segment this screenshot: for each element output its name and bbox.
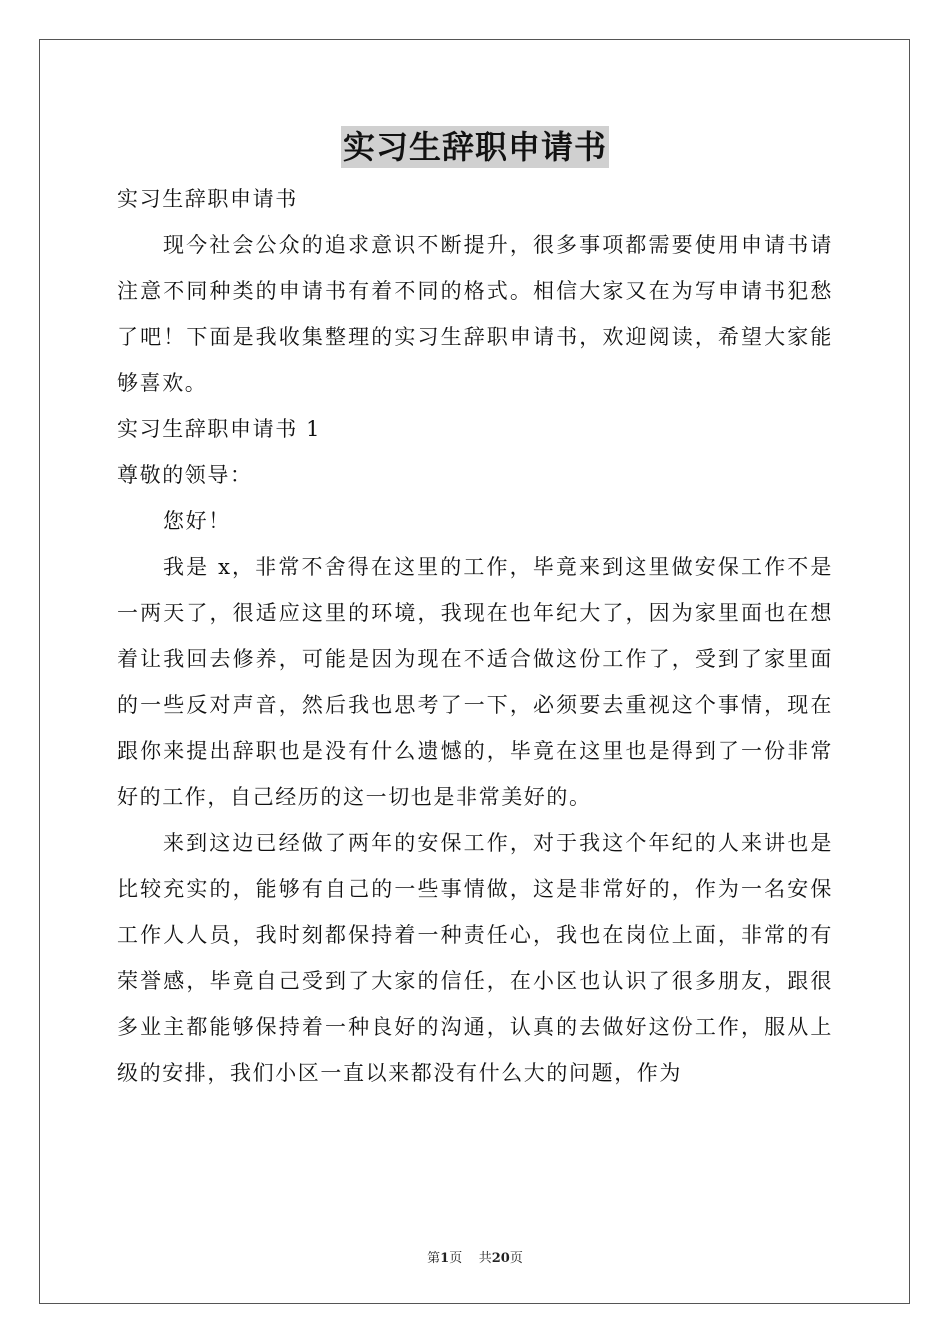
title-wrap [0, 126, 950, 168]
paragraph: 实习生辞职申请书 1 [117, 417, 322, 441]
document-body [117, 176, 833, 1096]
total-pages: 20 [491, 1251, 510, 1266]
document-title: 实习生辞职申请书 [342, 128, 607, 166]
paragraph: 我是 x，非常不舍得在这里的工作，毕竟来到这里做安保工作不是一两天了，很适应这里的环境，我现在也年纪大了，因为家里面也在想着让我回去修养，可能是因为现在不适合做这份工作了，受到了家里面的一些反对声音，然后我也思考了一下，必须要去重视这个事情，现在跟你来提出辞职也是没有什么遗憾的，毕竟在这里也是得到了一份非常好的工作，自己经历的这一切也是非常美好的。 [117, 555, 833, 809]
total-prefix: 共 [478, 1251, 492, 1266]
paragraph: 现今社会公众的追求意识不断提升，很多事项都需要使用申请书请注意不同种类的申请书有着不同的格式。相信大家又在为写申请书犯愁了吧！下面是我收集整理的实习生辞职申请书，欢迎阅读，希望大家能够喜欢。 [117, 233, 833, 395]
page-footer [0, 1247, 950, 1266]
greeting: 您好！ [163, 509, 231, 533]
page-number: 1 [440, 1251, 450, 1266]
paragraph: 来到这边已经做了两年的安保工作，对于我这个年纪的人来讲也是比较充实的，能够有自己的一些事情做，这是非常好的，作为一名安保工作人人员，我时刻都保持着一种责任心，我也在岗位上面，非常的有荣誉感，毕竟自己受到了大家的信任，在小区也认识了很多朋友，跟很多业主都能够保持着一种良好的沟通，认真的去做好这份工作，服从上级的安排，我们小区一直以来都没有什么大的问题，作为 [117, 831, 833, 1085]
page-prefix: 第 [427, 1251, 441, 1266]
salutation: 尊敬的领导： [117, 463, 253, 487]
total-suffix: 页 [509, 1251, 523, 1266]
page-suffix: 页 [449, 1251, 463, 1266]
paragraph: 实习生辞职申请书 [117, 187, 298, 211]
